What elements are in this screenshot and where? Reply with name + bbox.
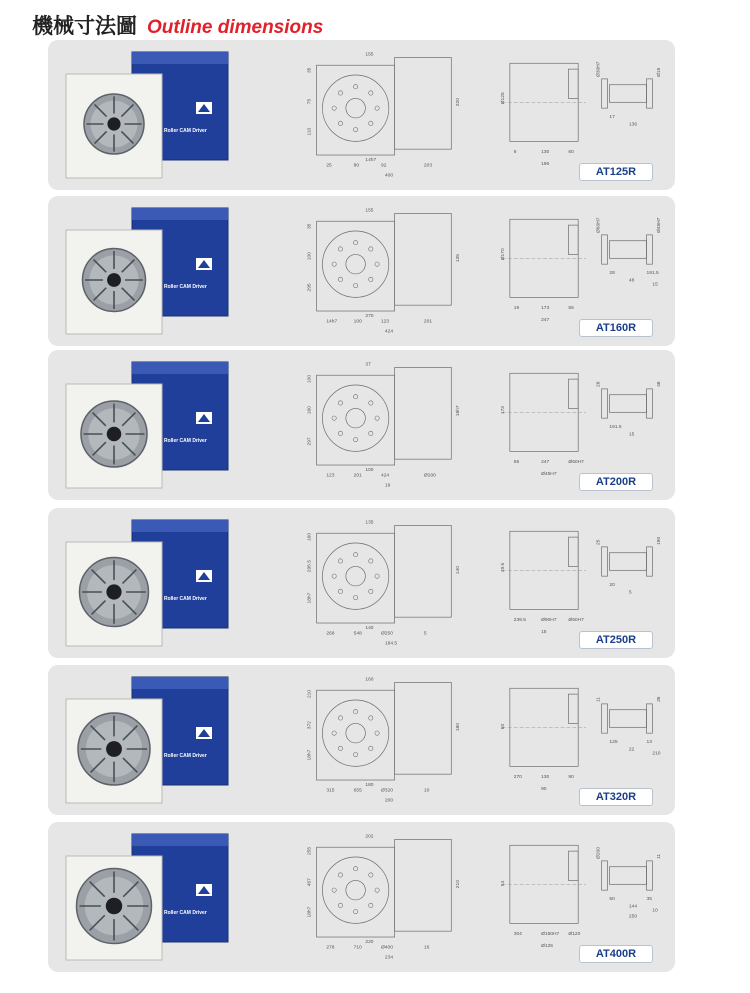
dimension-label: 278 — [326, 945, 335, 951]
side-view-connector — [568, 851, 578, 880]
dimension-label: 247 — [541, 460, 550, 466]
bolt-hole — [353, 752, 357, 756]
dimension-label: 191.5 — [646, 270, 659, 276]
dimension-label: 17 — [609, 114, 615, 120]
dimension-label: 19 — [513, 306, 520, 312]
page-header — [32, 10, 323, 42]
dimension-label: 270 — [365, 313, 374, 319]
model-label: AT160R — [579, 319, 653, 337]
dimension-label: 25 — [596, 539, 602, 545]
model-panel — [48, 665, 675, 815]
bolt-hole — [353, 553, 357, 557]
dimension-label: 155 — [365, 208, 374, 214]
center-bore — [106, 898, 123, 915]
bolt-hole — [332, 106, 336, 110]
front-view-motor — [395, 213, 452, 305]
front-view-motor — [395, 367, 452, 459]
center-bore — [107, 273, 121, 287]
front-view-motor — [395, 525, 452, 617]
model-label: AT200R — [579, 473, 653, 491]
model-panel — [48, 822, 675, 972]
dimension-label: 234 — [384, 955, 394, 961]
dimension-label: 11 — [596, 696, 602, 702]
model-panel — [48, 196, 675, 346]
dimension-label: 200 — [384, 798, 394, 804]
bolt-hole — [369, 121, 373, 125]
dimension-label: 18h7 — [307, 906, 313, 918]
dimension-label: 18h7 — [456, 405, 462, 417]
bolt-hole — [353, 283, 357, 287]
shaft-view-body — [609, 553, 646, 571]
dimension-label: 295.5 — [307, 560, 313, 573]
dimension-label: 100 — [365, 467, 374, 473]
dimension-label: 457 — [307, 878, 313, 887]
dimension-label: 372 — [307, 721, 313, 730]
shaft-view-flange — [602, 235, 608, 264]
bolt-hole — [353, 867, 357, 871]
motor-housing-top — [132, 520, 228, 532]
dimension-label: 50 — [609, 896, 615, 902]
dimension-label: Ø15 — [657, 67, 663, 77]
front-view-motor — [395, 682, 452, 774]
bolt-hole — [338, 277, 342, 281]
dimension-label: 220 — [456, 98, 462, 107]
dimension-label: Ø45H7 — [541, 471, 557, 477]
dimension-label: 19 — [384, 483, 391, 489]
dimension-label: 14h7 — [326, 319, 338, 325]
dimension-label: 180 — [456, 723, 462, 732]
dimension-label: 201 — [353, 473, 362, 479]
dimension-label: 35 — [646, 896, 652, 902]
center-bore — [107, 117, 120, 130]
dimension-label: 270 — [513, 775, 522, 781]
dimension-label: 5 — [423, 631, 427, 637]
shaft-view-flange — [602, 704, 608, 733]
front-view-motor — [395, 839, 452, 931]
dimension-label: 10 — [652, 908, 658, 914]
bolt-hole — [353, 85, 357, 89]
dimension-label: 203 — [423, 163, 433, 169]
bolt-hole — [375, 262, 379, 266]
bolt-hole — [353, 241, 357, 245]
shaft-view-body — [609, 395, 646, 413]
dimension-label: 160 — [307, 406, 313, 415]
dimension-label: 123 — [326, 473, 335, 479]
dimension-label: 123 — [381, 319, 390, 325]
dimension-label: 210 — [456, 880, 462, 889]
dimension-label: 180 — [365, 782, 374, 788]
dimension-label: 60 — [568, 150, 574, 156]
motor-housing-top — [132, 834, 228, 846]
dimension-label: Ø150H7 — [541, 932, 560, 938]
front-view-bore — [346, 566, 366, 586]
dimension-label: 37 — [365, 362, 371, 368]
dimension-label: 201 — [423, 319, 433, 325]
dimension-label: Ø60H7 — [568, 618, 584, 624]
dimension-label: 424 — [381, 473, 390, 479]
dimension-label: 130 — [541, 150, 550, 156]
dimension-label: 548 — [353, 631, 362, 637]
dimension-label: 144 — [628, 904, 638, 910]
brand-label: Roller CAM Driver — [164, 753, 207, 759]
bolt-hole — [338, 121, 342, 125]
dimension-label: 54 — [501, 880, 506, 887]
product-photo — [62, 48, 247, 182]
product-photo — [62, 830, 247, 964]
dimension-label: 184.5 — [384, 641, 398, 647]
dimension-label: 55 — [568, 306, 574, 312]
front-view-table-circle — [322, 231, 388, 297]
dimension-label: 15 — [541, 629, 547, 635]
shaft-view-flange — [602, 861, 608, 890]
dimension-label: Ø250 — [381, 631, 393, 637]
motor-housing-top — [132, 362, 228, 374]
bolt-hole — [375, 106, 379, 110]
dimension-label: 100 — [353, 319, 362, 325]
dimension-label: 100 — [307, 252, 313, 261]
dimension-label: 28 — [609, 270, 615, 276]
dimension-label: 173 — [501, 406, 506, 415]
bolt-hole — [369, 247, 373, 251]
dimension-label: 48 — [657, 381, 663, 387]
dimension-label: 35 — [657, 696, 663, 702]
dimension-label: 20 — [609, 582, 615, 588]
dimension-label: 655 — [353, 788, 362, 794]
side-view-connector — [568, 379, 578, 408]
bolt-hole — [353, 437, 357, 441]
dimension-label: 6 — [513, 150, 517, 156]
dimension-label: 210 — [652, 751, 661, 757]
shaft-view-flange-right — [647, 235, 653, 264]
bolt-hole — [353, 127, 357, 131]
bolt-hole — [375, 731, 379, 735]
bolt-hole — [353, 595, 357, 599]
front-view-bore — [346, 254, 366, 274]
shaft-view-flange-right — [647, 547, 653, 576]
front-view-bore — [346, 408, 366, 428]
dimension-label: 13 — [646, 739, 652, 745]
product-photo — [62, 358, 247, 492]
motor-housing-top — [132, 52, 228, 64]
dimension-label: 136 — [628, 122, 638, 128]
dimension-label: 35 — [307, 223, 313, 230]
bolt-hole — [338, 247, 342, 251]
bolt-hole — [369, 277, 373, 281]
bolt-hole — [353, 909, 357, 913]
center-bore — [106, 584, 121, 599]
front-view-bore — [346, 880, 366, 900]
dimension-label: Ø60H7 — [568, 460, 584, 466]
dimension-label: 173 — [541, 306, 550, 312]
dimension-label: Ø120 — [568, 932, 581, 938]
bolt-hole — [332, 731, 336, 735]
bolt-hole — [375, 574, 379, 578]
dimension-label: 239.5 — [513, 618, 526, 624]
dimension-label: 255 — [307, 846, 313, 856]
dimension-label: 190 — [657, 536, 663, 545]
bolt-hole — [369, 91, 373, 95]
bolt-hole — [338, 746, 342, 750]
bolt-hole — [332, 262, 336, 266]
front-view-table-circle — [322, 700, 388, 766]
bolt-hole — [369, 873, 373, 877]
center-bore — [107, 427, 122, 442]
dimension-label: 125 — [609, 739, 618, 745]
dimension-label: 140 — [365, 625, 374, 631]
brand-label: Roller CAM Driver — [164, 910, 207, 916]
dimension-label: 250 — [628, 914, 638, 920]
dimension-label: Ø125 — [501, 92, 506, 105]
dimension-label: 400 — [384, 173, 394, 179]
bolt-hole — [338, 91, 342, 95]
bolt-hole — [338, 401, 342, 405]
dimension-label: 220 — [365, 939, 374, 945]
dimension-label: 130 — [541, 775, 550, 781]
dimension-label: 18h7 — [307, 749, 313, 761]
bolt-hole — [338, 431, 342, 435]
shaft-view-flange-right — [647, 861, 653, 890]
dimension-label: 75 — [307, 98, 313, 105]
front-view-table-circle — [322, 385, 388, 451]
dimension-label: Ø125 — [541, 943, 554, 949]
dimension-label: 196 — [541, 161, 550, 167]
shaft-view-flange — [602, 79, 608, 108]
dimension-label: 210 — [307, 689, 313, 699]
front-view-bore — [346, 723, 366, 743]
product-photo — [62, 673, 247, 807]
dimension-label: Ø45H7 — [657, 217, 663, 233]
dimension-label: 22 — [628, 747, 635, 753]
dimension-label: 424 — [384, 329, 394, 335]
model-panel — [48, 350, 675, 500]
bolt-hole — [369, 903, 373, 907]
bolt-hole — [338, 903, 342, 907]
dimension-label: Ø170 — [501, 248, 506, 261]
dimension-label: 15 — [652, 282, 658, 288]
dimension-label: Ø200 — [423, 473, 436, 479]
side-view-connector — [568, 537, 578, 566]
brand-label: Roller CAM Driver — [164, 596, 207, 602]
dimension-label: 268 — [326, 631, 335, 637]
dimension-label: Ø400 — [381, 945, 393, 951]
bolt-hole — [369, 746, 373, 750]
dimension-label: 49.5 — [501, 562, 506, 573]
bolt-hole — [338, 873, 342, 877]
dimension-label: Ø200 — [596, 846, 602, 859]
dimension-label: 14h7 — [365, 157, 377, 163]
shaft-view-flange-right — [647, 389, 653, 418]
shaft-view-body — [609, 85, 646, 103]
motor-housing-top — [132, 677, 228, 689]
bolt-hole — [332, 416, 336, 420]
dimension-label: 15 — [628, 432, 635, 438]
brand-label: Roller CAM Driver — [164, 128, 207, 134]
dimension-label: 18h7 — [307, 592, 313, 604]
shaft-view-body — [609, 241, 646, 259]
dimension-label: 160 — [365, 677, 374, 683]
bolt-hole — [369, 401, 373, 405]
bolt-hole — [353, 710, 357, 714]
front-view-bore — [346, 98, 366, 118]
product-photo — [62, 516, 247, 650]
model-label: AT400R — [579, 945, 653, 963]
dimension-label: 60 — [501, 723, 506, 730]
dimension-label: 202 — [365, 834, 374, 840]
dimension-label: 92 — [381, 163, 387, 169]
bolt-hole — [338, 589, 342, 593]
shaft-view-flange — [602, 547, 608, 576]
dimension-label: 295 — [307, 283, 313, 292]
dimension-label: 135 — [365, 520, 374, 526]
dimension-label: 35 — [307, 67, 313, 74]
bolt-hole — [332, 574, 336, 578]
shaft-view-body — [609, 710, 646, 728]
bolt-hole — [338, 716, 342, 720]
dimension-label: 5 — [628, 590, 632, 596]
dimension-label: 25 — [326, 163, 332, 169]
shaft-view-flange — [602, 389, 608, 418]
dimension-label: 90 — [568, 775, 574, 781]
side-view-connector — [568, 225, 578, 254]
dimension-label: 140 — [456, 566, 462, 575]
dimension-label: 110 — [307, 127, 313, 136]
dimension-label: 55 — [513, 460, 520, 466]
dimension-label: 297 — [307, 437, 313, 446]
bolt-hole — [369, 431, 373, 435]
dimension-label: 191.5 — [609, 424, 622, 430]
motor-housing-top — [132, 208, 228, 220]
model-panel — [48, 40, 675, 190]
model-label: AT250R — [579, 631, 653, 649]
bolt-hole — [375, 888, 379, 892]
bolt-hole — [369, 559, 373, 563]
side-view-connector — [568, 694, 578, 723]
brand-label: Roller CAM Driver — [164, 438, 207, 444]
page-title-chinese: 機械寸法圖 — [32, 14, 137, 38]
side-view-connector — [568, 69, 578, 98]
dimension-label: Ø30H7 — [596, 61, 602, 77]
dimension-label: Ø60H7 — [596, 217, 602, 233]
dimension-label: 160 — [307, 532, 313, 542]
dimension-label: 28 — [596, 381, 602, 387]
front-view-motor — [395, 57, 452, 149]
center-bore — [106, 741, 122, 757]
product-photo — [62, 204, 247, 338]
bolt-hole — [353, 395, 357, 399]
dimension-label: 11 — [657, 853, 663, 859]
shaft-view-flange-right — [647, 79, 653, 108]
dimension-label: 155 — [365, 52, 374, 58]
dimension-label: 304 — [513, 932, 522, 938]
dimension-label: 710 — [353, 945, 362, 951]
front-view-table-circle — [322, 543, 388, 609]
dimension-label: 16 — [423, 945, 430, 951]
shaft-view-body — [609, 867, 646, 885]
bolt-hole — [338, 559, 342, 563]
shaft-view-flange-right — [647, 704, 653, 733]
dimension-label: 315 — [326, 788, 335, 794]
page-title-english: Outline dimensions — [147, 17, 324, 38]
brand-label: Roller CAM Driver — [164, 284, 207, 290]
front-view-table-circle — [322, 857, 388, 923]
dimension-label: Ø320 — [381, 788, 393, 794]
dimension-label: 247 — [541, 317, 550, 323]
bolt-hole — [369, 589, 373, 593]
dimension-label: Ø90H7 — [541, 618, 557, 624]
dimension-label: 48 — [628, 278, 635, 284]
bolt-hole — [332, 888, 336, 892]
dimension-label: 135 — [456, 254, 462, 263]
bolt-hole — [369, 716, 373, 720]
model-panel — [48, 508, 675, 658]
dimension-label: 10 — [423, 788, 430, 794]
dimension-label: 80 — [353, 163, 360, 169]
front-view-table-circle — [322, 75, 388, 141]
dimension-label: 100 — [307, 374, 313, 384]
model-label: AT320R — [579, 788, 653, 806]
dimension-label: 90 — [541, 786, 547, 792]
model-label: AT125R — [579, 163, 653, 181]
bolt-hole — [375, 416, 379, 420]
